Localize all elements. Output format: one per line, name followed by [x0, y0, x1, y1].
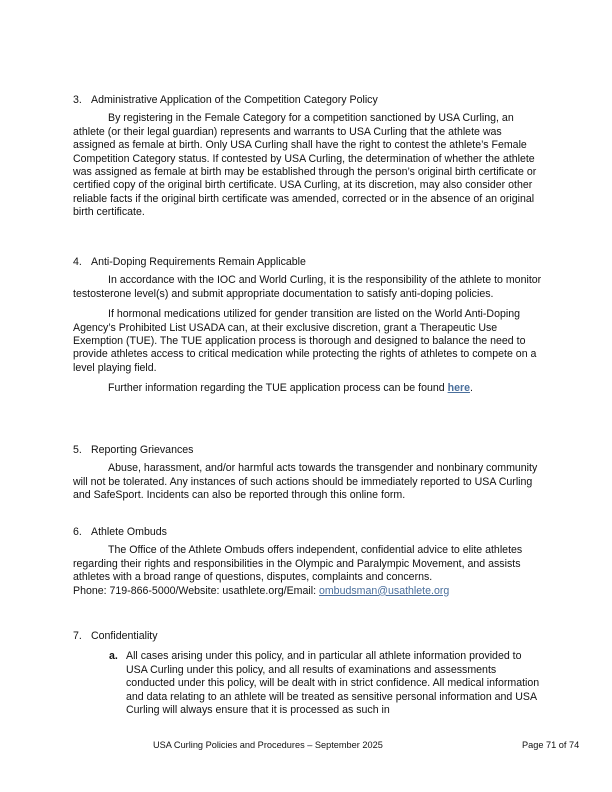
list-item-letter: a. [109, 650, 118, 663]
section-title: Athlete Ombuds [91, 526, 167, 538]
section-title: Anti-Doping Requirements Remain Applicable [91, 256, 306, 268]
section-paragraph: By registering in the Female Category for a competition sanctioned by USA Curling, an athlete (or their legal guardian) represents and warrants to USA Curling that the athlete was assigned as female at birth. Only USA Curling shall have the right to contest the athlete’s Female Competition Category status. If contested by USA Curling, the determination of whether the athlete was assigned as female at birth may be established through the person’s original birth certificate or certified copy of the original birth certificate. USA Curling, at its discretion, may also consider other reliable facts if the original birth certificate was amended, corrected or in the absence of an original birth certificate. [73, 112, 537, 219]
ombudsman-email-link[interactable]: ombudsman@usathlete.org [318, 584, 450, 597]
section-title: Confidentiality [91, 630, 158, 642]
section-paragraph: The Office of the Athlete Ombuds offers independent, confidential advice to elite athletes regarding their rights and responsibilities in the Olympic and Paralympic Movement, and assists athletes with a broad range of questions, disputes, complaints and concerns. [73, 544, 523, 584]
further-info-paragraph [73, 382, 543, 395]
section-7 [73, 630, 543, 717]
contact-line [73, 585, 543, 598]
list-item [73, 650, 543, 717]
contact-text: Phone: 719-866-5000/Website: usathlete.org/Email: [73, 584, 319, 597]
section-4 [73, 256, 543, 396]
section-heading [73, 94, 543, 107]
section-heading [73, 526, 543, 539]
section-title: Reporting Grievances [91, 444, 194, 456]
further-info-end: . [469, 382, 473, 395]
section-paragraph: Abuse, harassment, and/or harmful acts towards the transgender and nonbinary community will not be tolerated. Any instances of such actions should be immediately reported to USA Curling and SafeSport. Incidents can also be reported through this online form. [73, 462, 538, 502]
section-5 [73, 444, 543, 503]
section-heading [73, 256, 543, 269]
section-paragraph: If hormonal medications utilized for gender transition are listed on the World Anti-Doping Agency’s Prohibited List USADA can, at their exclusive discretion, grant a Therapeutic Use Exemption (TUE). The TUE application process is thorough and designed to balance the need to provide athletes access to critical medication while protecting the rights of athletes to compete on a level playing field. [73, 308, 537, 374]
section-number: 7. [73, 630, 82, 642]
list-item-text: All cases arising under this policy, and in particular all athlete information provided to USA Curling under this policy, and all results of examinations and assessments conducted under this policy, will be dealt with in strict confidence. All medical information and data relating to an athlete will be treated as sensitive personal information and USA Curling will always ensure that it is processed as such in [126, 650, 540, 717]
page-number: Page 71 of 74 [522, 740, 580, 750]
section-title: Administrative Application of the Competition Category Policy [91, 94, 378, 106]
section-number: 3. [73, 94, 82, 106]
section-paragraph: In accordance with the IOC and World Curling, it is the responsibility of the athlete to monitor testosterone level(s) and submit appropriate documentation to satisfy anti-doping policies. [73, 274, 542, 300]
section-number: 5. [73, 444, 82, 456]
section-number: 6. [73, 526, 82, 538]
section-3 [73, 94, 543, 220]
section-heading [73, 630, 543, 643]
section-number: 4. [73, 256, 82, 268]
section-6 [73, 526, 543, 598]
tue-info-link[interactable]: here [447, 382, 470, 395]
section-heading [73, 444, 543, 457]
further-info-text: Further information regarding the TUE application process can be found [108, 382, 448, 395]
footer-title: USA Curling Policies and Procedures – September 2025 [153, 740, 383, 750]
